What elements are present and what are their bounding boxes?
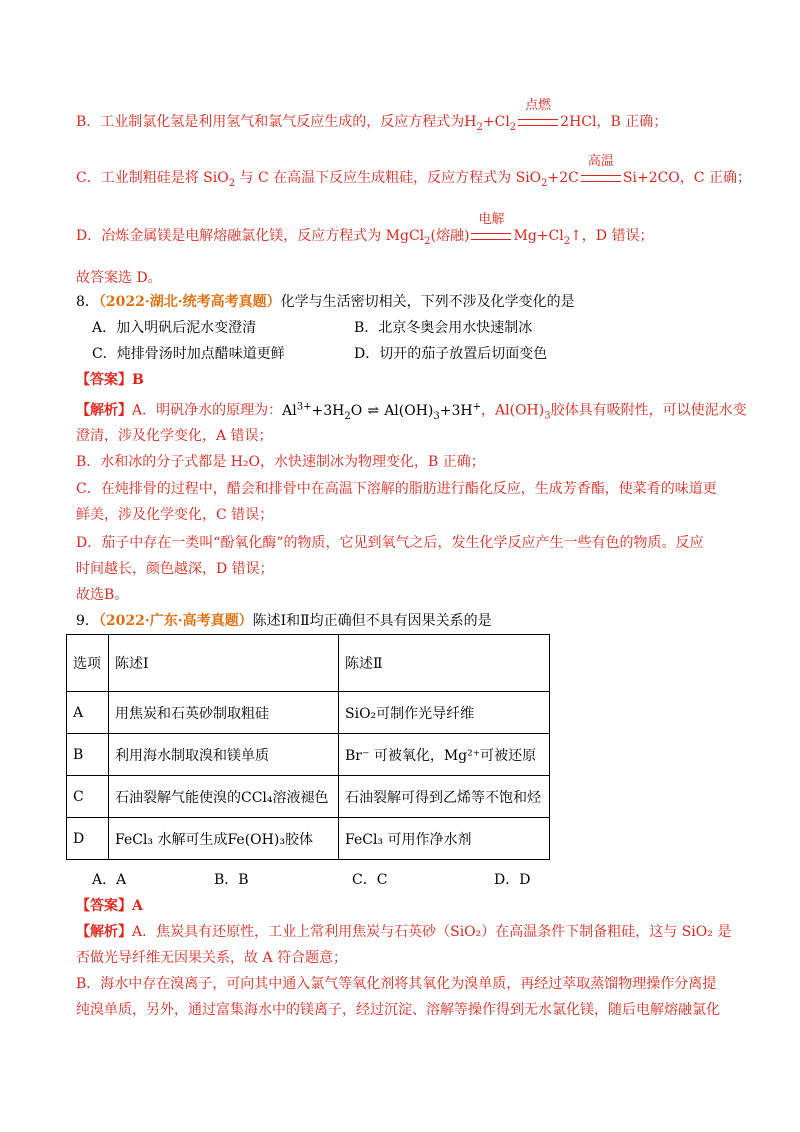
condition-label: 高温: [587, 154, 614, 169]
answer-label: 【答案】: [76, 372, 132, 388]
table-cell: Br⁻ 可被氧化，Mg²⁺可被还原: [339, 734, 550, 776]
table-cell: FeCl₃ 可用作净水剂: [339, 818, 550, 860]
table-header-row: [67, 635, 550, 692]
text: ↑，D 错误；: [570, 228, 654, 244]
table-cell: A: [67, 692, 109, 734]
table-header-cell: 选项: [67, 635, 109, 692]
condition-label: 点燃: [525, 98, 552, 113]
condition-label: 电解: [478, 212, 505, 227]
text: C．工业制粗硅是将 SiO: [76, 170, 229, 186]
option-b: B．B: [214, 872, 249, 888]
table-cell: FeCl₃ 水解可生成Fe(OH)₃胶体: [109, 818, 339, 860]
question-number: 8．: [76, 294, 99, 310]
text: B．工业制氯化氢是利用氢气和氯气反应生成的，反应方程式为H: [76, 114, 477, 130]
option-d: D．切开的茄子放置后切面变色: [354, 346, 548, 362]
text: 2HCl，B 正确；: [560, 114, 668, 130]
solution-line-b: B．工业制氯化氢是利用氢气和氯气反应生成的，反应方程式为$H_2+Cl_2$ 点燃 2HCl，B 正确；: [76, 98, 668, 133]
equation: $Al^{3+}+3H_2O$ ⇌ $Al(OH)_3+3H^+$: [282, 401, 482, 422]
option-d: D．D: [494, 872, 531, 888]
analysis-9-a-line1: [76, 922, 731, 942]
solution-conclusion: 故答案选 D。: [76, 270, 162, 286]
table-cell: 利用海水制取溴和镁单质: [109, 734, 339, 776]
question-8-stem: [76, 292, 575, 312]
text: 胶体具有吸附性，可以使泥水变: [550, 402, 747, 419]
statement-table: [66, 634, 550, 860]
analysis-9-a-line2: 否做光导纤维无因果关系，故 A 符合题意；: [76, 950, 348, 966]
analysis-9-b-line1: B．海水中存在溴离子，可向其中通入氯气等氧化剂将其氧化为溴单质，再经过萃取蒸馏物理操作分离提: [76, 976, 717, 992]
question-source: （2022·湖北·统考高考真题）: [98, 294, 281, 310]
text: D．冶炼金属镁是电解熔融氯化镁，反应方程式为 MgCl: [76, 228, 425, 244]
reaction-condition: [516, 98, 560, 132]
analysis-8-a-line2: 澄清，涉及化学变化，A 错误；: [76, 428, 273, 444]
answer-label: 【答案】: [76, 898, 132, 914]
analysis-label: 【解析】: [76, 402, 132, 419]
table-cell: 石油裂解气能使溴的CCl₄溶液褪色: [109, 776, 339, 818]
option-a: A．加入明矾后泥水变澄清: [92, 320, 257, 336]
analysis-8-c-line2: 鲜美，涉及化学变化，C 错误；: [76, 507, 274, 523]
table-cell: B: [67, 734, 109, 776]
table-cell: SiO₂可制作光导纤维: [339, 692, 550, 734]
question-9-stem: [76, 611, 492, 631]
solution-line-d: D．冶炼金属镁是电解熔融氯化镁，反应方程式为 MgCl$_2$(熔融) 电解 $Mg+Cl_2↑$，D 错误；: [76, 212, 654, 247]
analysis-8-b: B．水和冰的分子式都是 H₂O，水快速制冰为物理变化，B 正确；: [76, 454, 485, 470]
analysis-8-c-line1: C．在炖排骨的过程中，醋会和排骨中在高温下溶解的脂肪进行酯化反应，生成芳香酯，使菜肴的味道更: [76, 481, 717, 497]
table-cell: 用焦炭和石英砂制取粗硅: [109, 692, 339, 734]
option-b: B．北京冬奥会用水快速制冰: [354, 320, 533, 336]
question-number: 9．: [76, 613, 99, 629]
table-header-cell: 陈述Ⅱ: [339, 635, 550, 692]
analysis-label: 【解析】: [76, 924, 132, 940]
text: Si+2CO，C 正确；: [622, 170, 751, 186]
analysis-8-conclusion: 故选B。: [76, 587, 129, 603]
table-cell: C: [67, 776, 109, 818]
question-source: （2022·广东·高考真题）: [98, 613, 253, 629]
option-c: C．炖排骨汤时加点醋味道更鲜: [92, 346, 285, 362]
solution-line-c: C．工业制粗硅是将 SiO$_2$ 与 C 在高温下反应生成粗硅，反应方程式为 SiO$_2$+2C 高温 Si+2CO，C 正确；: [76, 154, 751, 189]
reaction-condition: [469, 212, 513, 246]
answer-value: B: [132, 372, 144, 388]
table-header-cell: 陈述Ⅰ: [109, 635, 339, 692]
table-row: [67, 818, 550, 860]
option-a: A．A: [92, 872, 127, 888]
answer-9: [76, 896, 143, 916]
text: A．焦炭具有还原性，工业上常利用焦炭与石英砂（SiO₂）在高温条件下制备粗硅，这与 SiO₂ 是: [132, 924, 732, 940]
text: Mg+Cl: [513, 228, 564, 244]
table-cell: 石油裂解可得到乙烯等不饱和烃: [339, 776, 550, 818]
table-row: [67, 734, 550, 776]
analysis-9-b-line2: 纯溴单质，另外，通过富集海水中的镁离子，经过沉淀、溶解等操作得到无水氯化镁，随后电解熔融氯化: [76, 1002, 720, 1018]
text: A．明矾净水的原理为：: [132, 402, 283, 419]
table-cell: D: [67, 818, 109, 860]
option-c: C．C: [352, 872, 388, 888]
text: +Cl: [482, 114, 510, 130]
analysis-8-d-line2: 时间越长，颜色越深，D 错误；: [76, 561, 274, 577]
table-row: [67, 692, 550, 734]
question-text: 化学与生活密切相关，下列不涉及化学变化的是: [280, 294, 575, 310]
table-row: [67, 776, 550, 818]
text: 与 C 在高温下反应生成粗硅，反应方程式为 SiO: [235, 170, 542, 186]
text: +2C: [547, 170, 579, 186]
reaction-condition: [579, 154, 623, 188]
question-text: 陈述Ⅰ和Ⅱ均正确但不具有因果关系的是: [252, 613, 492, 629]
answer-value: A: [132, 898, 143, 914]
answer-8: [76, 370, 144, 390]
analysis-8-d-line1: D．茄子中存在一类叫“酚氧化酶”的物质，它见到氧气之后，发生化学反应产生一些有色的物质。反应: [76, 535, 704, 551]
analysis-8-a-line1: 【解析】A．明矾净水的原理为：$Al^{3+}+3H_2O$ ⇌ $Al(OH)_3+3H^+$，$Al(OH)_3$胶体具有吸附性，可以使泥水变: [76, 401, 747, 422]
text: ，Al(OH): [481, 402, 545, 419]
text: (熔融): [430, 228, 470, 244]
